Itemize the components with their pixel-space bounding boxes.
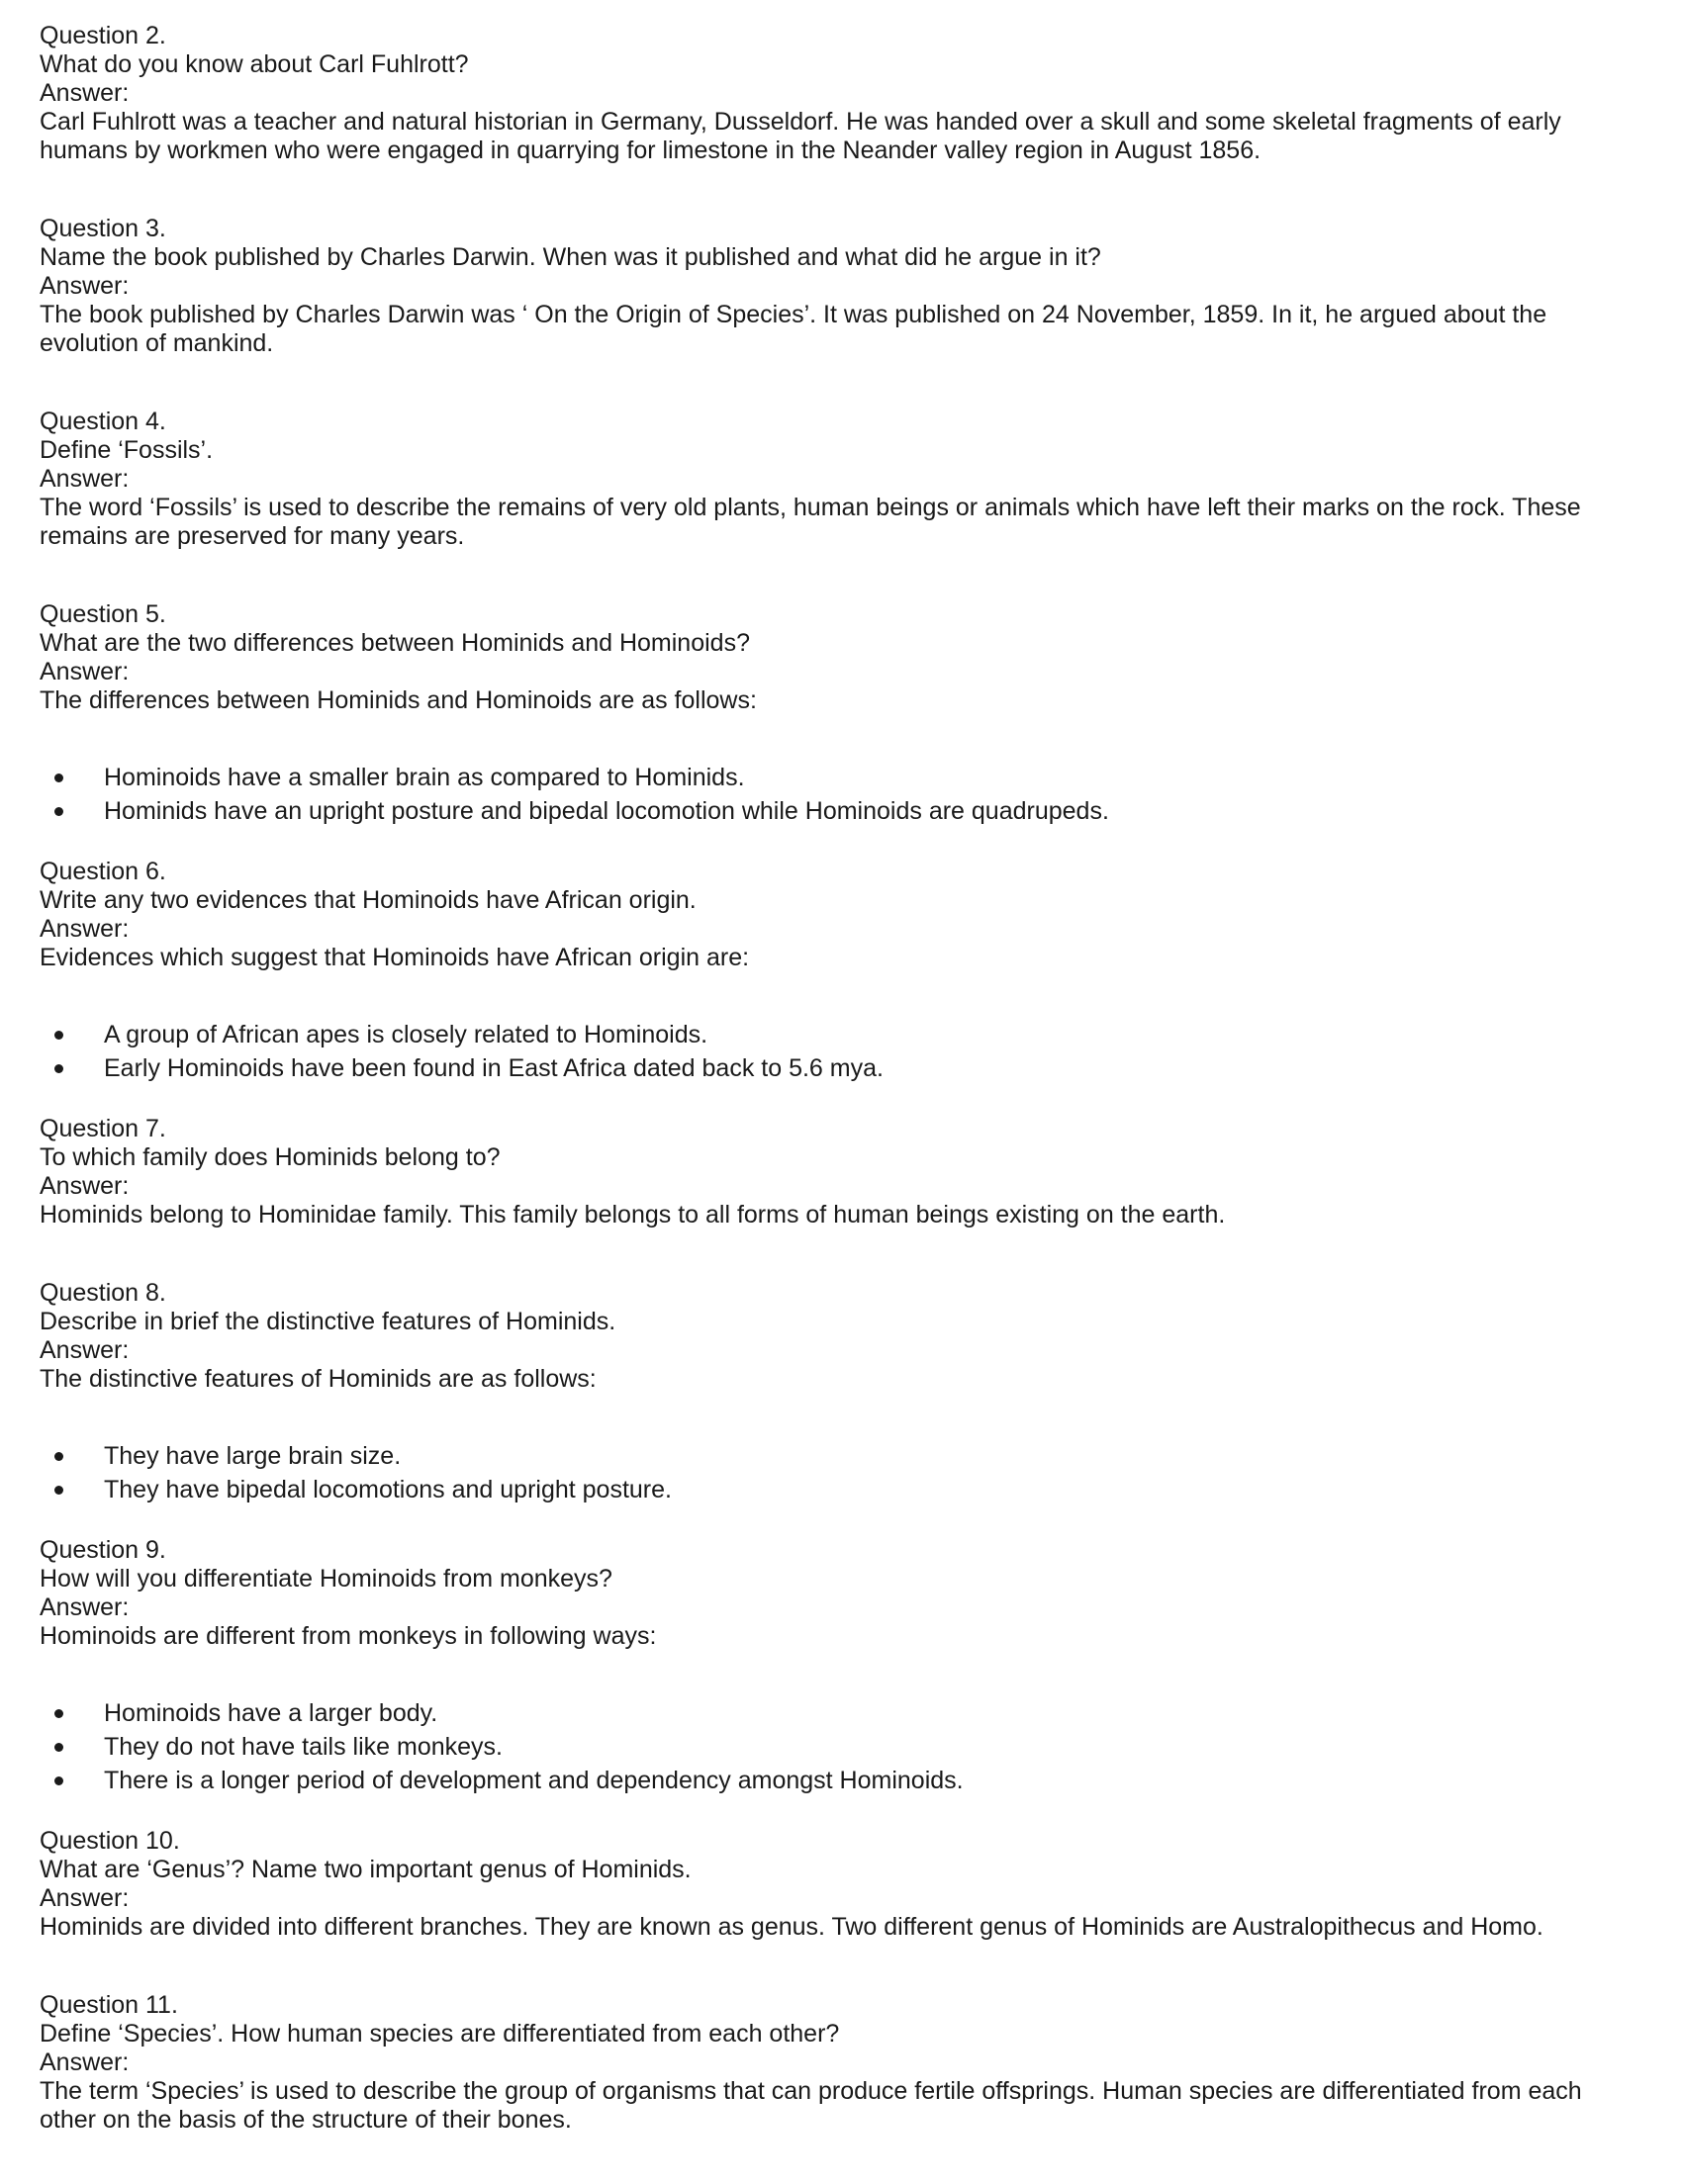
qa-block-4 (40, 408, 1642, 551)
qa-block-11 (40, 1991, 1642, 2135)
bullet-list (40, 1696, 1642, 1797)
answer-label: Answer: (40, 1172, 130, 1200)
question-text: To which family does Hominids belong to? (40, 1143, 501, 1171)
list-item-text: There is a longer period of development and dependency amongst Hominoids. (104, 1767, 964, 1794)
answer-label: Answer: (40, 1884, 130, 1912)
list-item (40, 1439, 1642, 1473)
answer-label: Answer: (40, 272, 130, 300)
bullet-list (40, 1439, 1642, 1506)
question-text: What do you know about Carl Fuhlrott? (40, 50, 469, 78)
question-text: Describe in brief the distinctive features of Hominids. (40, 1308, 616, 1335)
list-item (40, 1473, 1642, 1506)
list-item-text: They have bipedal locomotions and upright posture. (104, 1476, 672, 1503)
answer-text: The book published by Charles Darwin was ‘ On the Origin of Species’. It was published on 24 November, 1859. In it, he argued about the evolution of mankind. (40, 301, 1547, 357)
answer-text: The distinctive features of Hominids are as follows: (40, 1365, 597, 1393)
answer-text: Hominids belong to Hominidae family. This family belongs to all forms of human beings existing on the earth. (40, 1201, 1226, 1228)
bullet-list (40, 1018, 1642, 1085)
answer-text: The word ‘Fossils’ is used to describe the remains of very old plants, human beings or animals which have left their marks on the rock. These remains are preserved for many years. (40, 494, 1581, 550)
list-item (40, 761, 1642, 794)
bullet-icon (54, 1743, 63, 1752)
question-text: How will you differentiate Hominoids from monkeys? (40, 1565, 612, 1592)
question-text: What are the two differences between Hominids and Hominoids? (40, 629, 750, 657)
question-text: Write any two evidences that Hominoids have African origin. (40, 886, 697, 914)
list-item-text: They have large brain size. (104, 1442, 402, 1470)
answer-label: Answer: (40, 465, 130, 493)
list-item-text: A group of African apes is closely related to Hominoids. (104, 1021, 708, 1048)
qa-block-10 (40, 1827, 1642, 1942)
list-item (40, 1730, 1642, 1764)
bullet-icon (54, 1064, 63, 1073)
bullet-icon (54, 1709, 63, 1718)
list-item (40, 1051, 1642, 1085)
list-item-text: Hominoids have a larger body. (104, 1699, 438, 1727)
answer-label: Answer: (40, 2048, 130, 2076)
question-label: Question 2. (40, 22, 166, 49)
answer-text: Hominoids are different from monkeys in following ways: (40, 1622, 657, 1650)
question-text: Define ‘Fossils’. (40, 436, 214, 464)
bullet-icon (54, 774, 63, 782)
list-item (40, 1018, 1642, 1051)
document-body (40, 22, 1642, 2184)
question-label: Question 5. (40, 600, 166, 628)
list-item-text: Hominoids have a smaller brain as compared to Hominids. (104, 764, 745, 791)
answer-text: The term ‘Species’ is used to describe the group of organisms that can produce fertile offsprings. Human species are differentiated from each other on the basis of the structure of their bones. (40, 2077, 1582, 2134)
bullet-icon (54, 1031, 63, 1040)
answer-text: Evidences which suggest that Hominoids have African origin are: (40, 944, 750, 971)
question-text: What are ‘Genus’? Name two important genus of Hominids. (40, 1856, 692, 1883)
answer-label: Answer: (40, 658, 130, 685)
qa-block-9 (40, 1536, 1642, 1797)
answer-label: Answer: (40, 915, 130, 943)
qa-block-2 (40, 22, 1642, 165)
answer-text: Hominids are divided into different branches. They are known as genus. Two different genus of Hominids are Australopithecus and Homo. (40, 1913, 1543, 1941)
qa-block-3 (40, 215, 1642, 358)
list-item-text: Hominids have an upright posture and bipedal locomotion while Hominoids are quadrupeds. (104, 797, 1109, 825)
question-label: Question 9. (40, 1536, 166, 1564)
list-item (40, 794, 1642, 828)
list-item (40, 1764, 1642, 1797)
bullet-icon (54, 1452, 63, 1461)
bullet-list (40, 761, 1642, 828)
qa-block-5 (40, 600, 1642, 828)
answer-label: Answer: (40, 1336, 130, 1364)
answer-text: Carl Fuhlrott was a teacher and natural historian in Germany, Dusseldorf. He was handed over a skull and some skeletal fragments of early humans by workmen who were engaged in quarrying for limestone in the Neander valley region in August 1856. (40, 108, 1561, 164)
question-label: Question 11. (40, 1991, 178, 2019)
qa-block-7 (40, 1115, 1642, 1229)
answer-text: The differences between Hominids and Hominoids are as follows: (40, 686, 757, 714)
question-label: Question 10. (40, 1827, 180, 1855)
list-item-text: They do not have tails like monkeys. (104, 1733, 503, 1761)
question-label: Question 7. (40, 1115, 166, 1142)
question-text: Define ‘Species’. How human species are differentiated from each other? (40, 2020, 840, 2048)
bullet-icon (54, 1486, 63, 1495)
qa-block-6 (40, 858, 1642, 1085)
question-label: Question 4. (40, 408, 166, 435)
question-label: Question 8. (40, 1279, 166, 1307)
question-text: Name the book published by Charles Darwin. When was it published and what did he argue in it? (40, 243, 1101, 271)
bullet-icon (54, 807, 63, 816)
question-label: Question 3. (40, 215, 166, 242)
bullet-icon (54, 1776, 63, 1785)
list-item (40, 1696, 1642, 1730)
question-label: Question 6. (40, 858, 166, 885)
answer-label: Answer: (40, 79, 130, 107)
list-item-text: Early Hominoids have been found in East Africa dated back to 5.6 mya. (104, 1054, 884, 1082)
qa-block-8 (40, 1279, 1642, 1506)
answer-label: Answer: (40, 1593, 130, 1621)
